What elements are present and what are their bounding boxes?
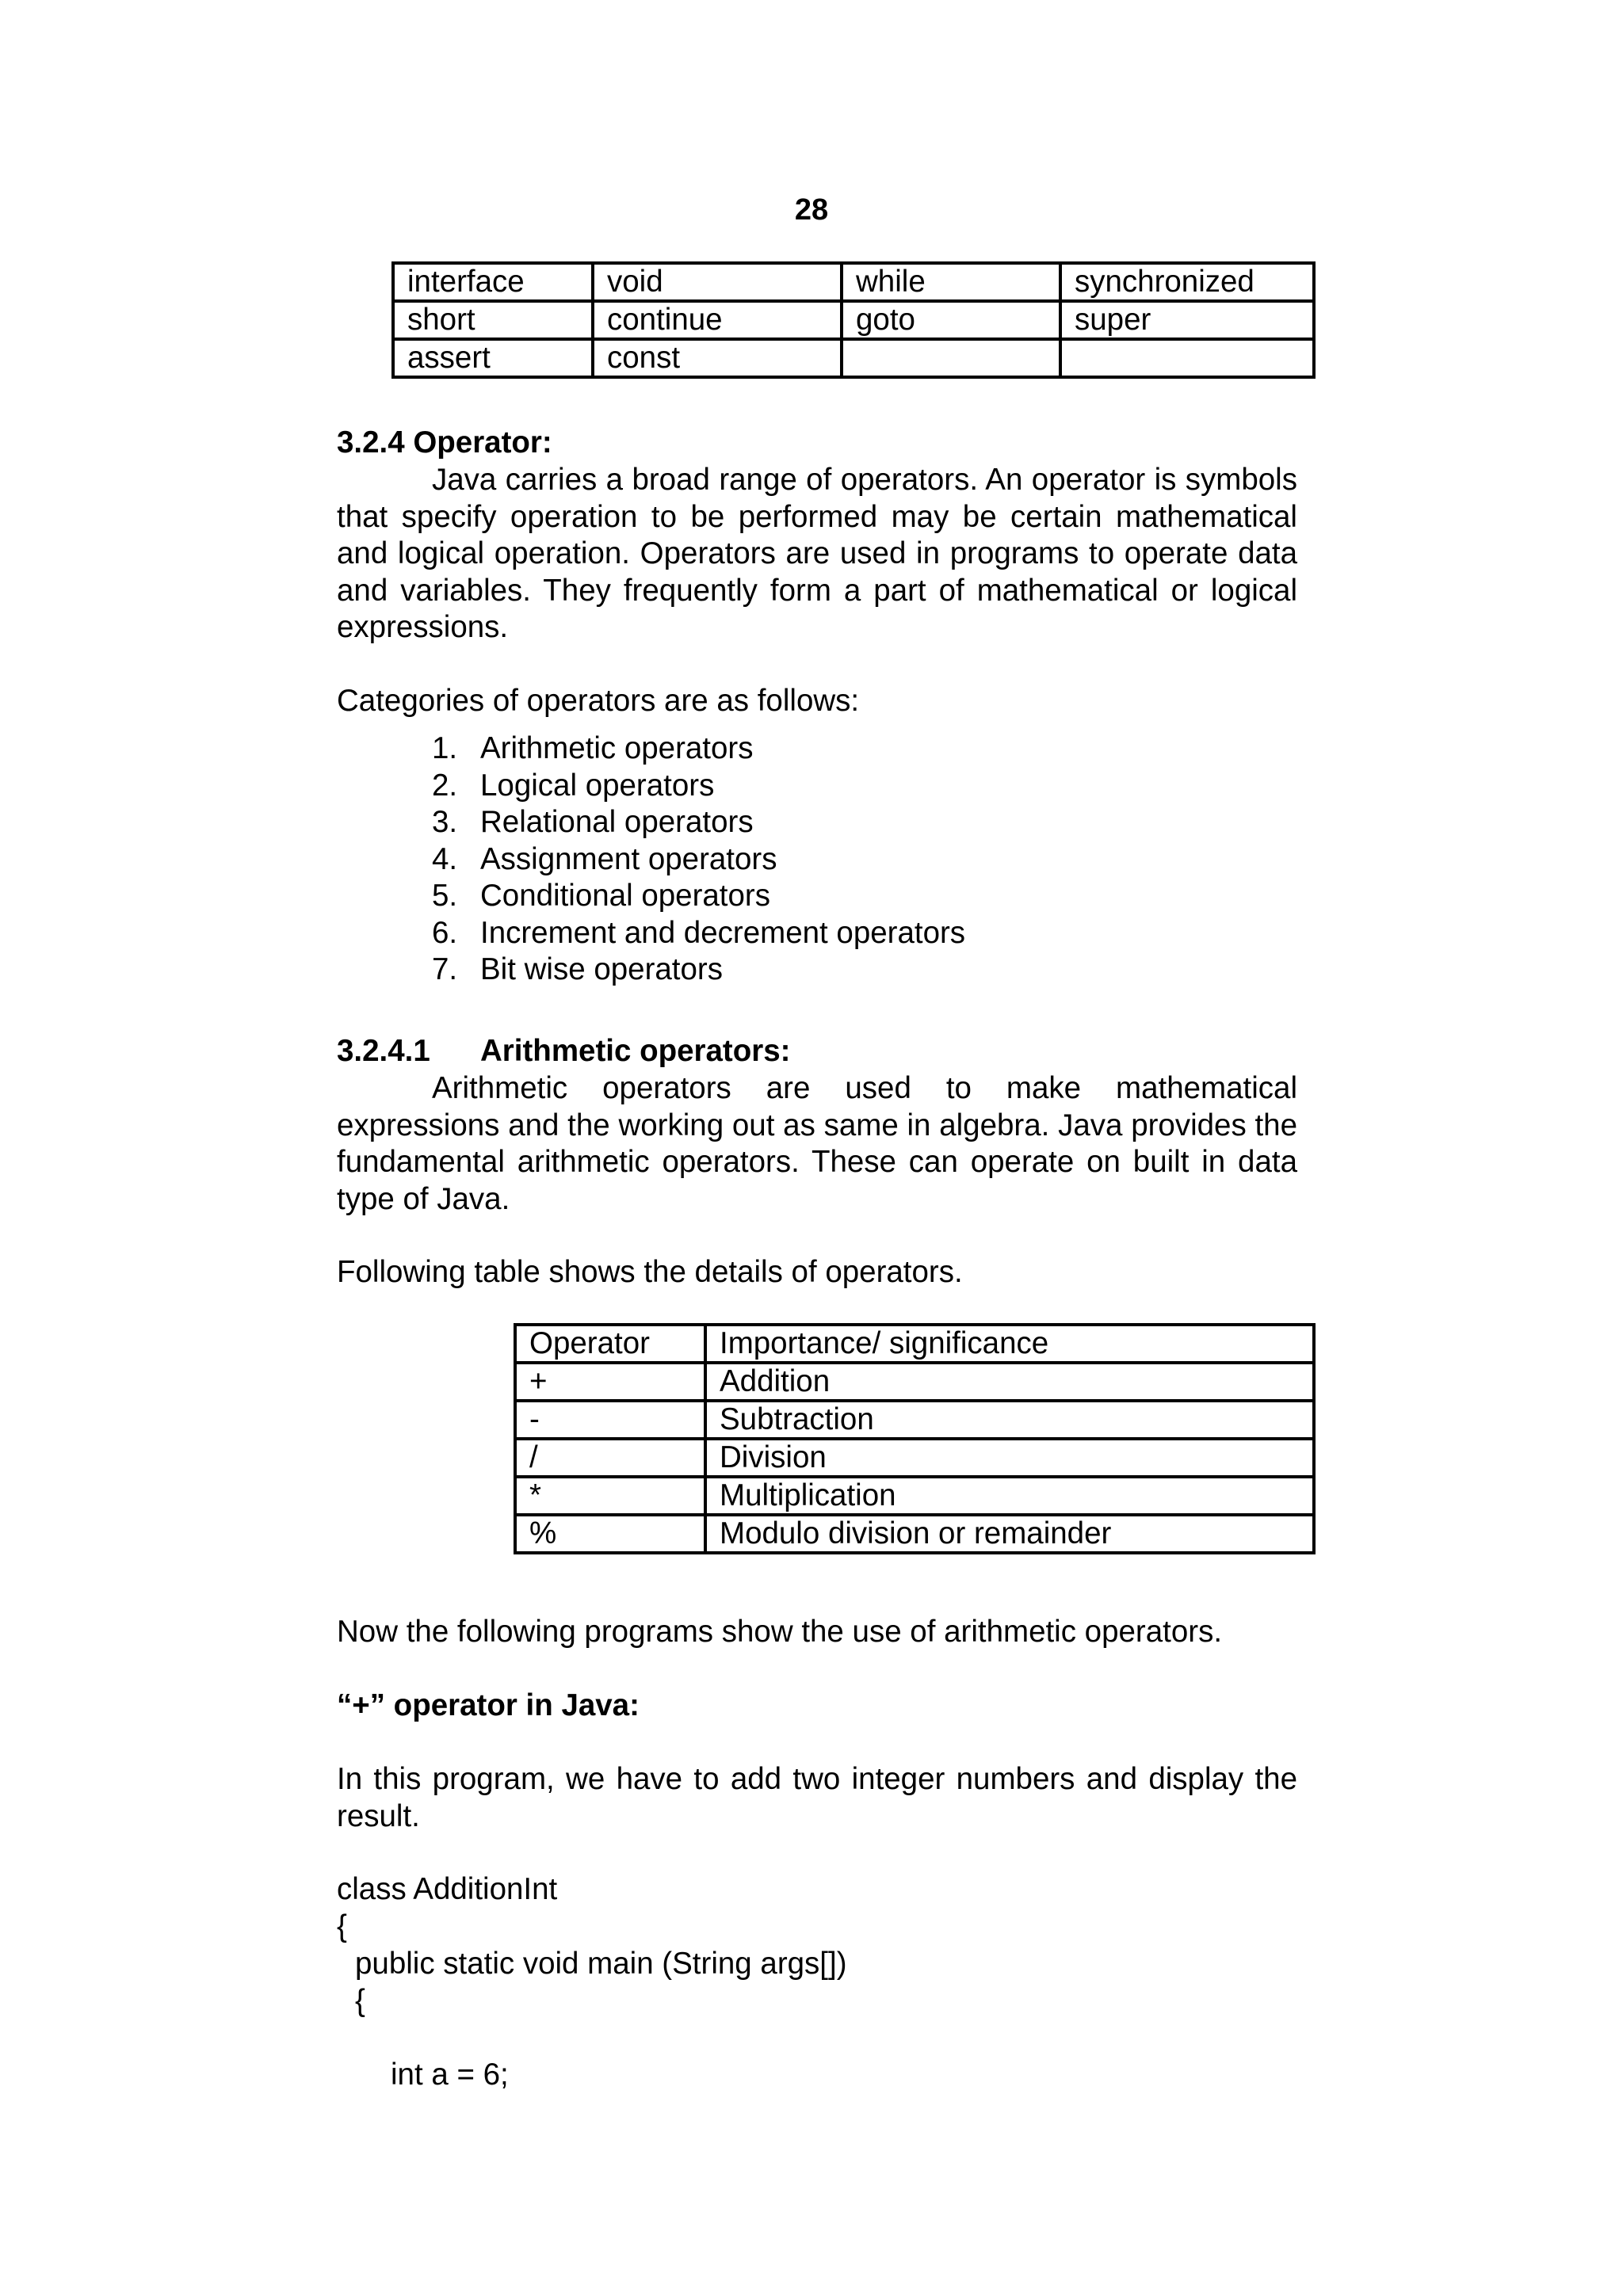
operator-table (514, 1323, 1316, 1554)
code-line: class AdditionInt (337, 1872, 558, 1906)
arithmetic-paragraph: Arithmetic operators are used to make mathematical expressions and the working out as same in algebra. Java provides the fundamental arithmetic operators. These can operate on built in data type of Java. (337, 1071, 1297, 1216)
table-header-row (515, 1325, 1314, 1363)
list-item-label: Assignment operators (480, 841, 777, 876)
table-header-cell: Importance/ significance (705, 1325, 1314, 1363)
section-heading-arithmetic (337, 1033, 1297, 1070)
table-row (515, 1515, 1314, 1553)
code-line: int a = 6; (391, 2058, 509, 2092)
list-item-label: Arithmetic operators (480, 731, 754, 765)
operator-meaning-cell: Subtraction (705, 1401, 1314, 1439)
keyword-cell: synchronized (1060, 263, 1314, 301)
operator-symbol-cell: / (515, 1439, 705, 1477)
operator-meaning-cell: Addition (705, 1363, 1314, 1401)
code-line: { (355, 1984, 365, 2018)
list-item-label: Increment and decrement operators (480, 915, 966, 950)
table-row (515, 1363, 1314, 1401)
list-item-label: Conditional operators (480, 879, 770, 913)
section-heading-operator: 3.2.4 Operator: (337, 425, 552, 460)
page-number: 28 (794, 193, 829, 227)
operator-symbol-cell: * (515, 1477, 705, 1515)
table-row (515, 1439, 1314, 1477)
plus-operator-heading: “+” operator in Java: (337, 1688, 640, 1722)
list-item-number: 1. (432, 731, 458, 765)
list-item-label: Relational operators (480, 805, 754, 839)
table-header-cell: Operator (515, 1325, 705, 1363)
operator-symbol-cell: % (515, 1515, 705, 1553)
keyword-table (391, 261, 1316, 379)
keyword-cell: continue (593, 301, 842, 339)
list-item-number: 2. (432, 768, 458, 803)
table-intro: Following table shows the details of operators. (337, 1255, 963, 1289)
keyword-cell: goto (842, 301, 1060, 339)
operator-meaning-cell: Modulo division or remainder (705, 1515, 1314, 1553)
list-item-label: Logical operators (480, 768, 715, 803)
operator-symbol-cell: - (515, 1401, 705, 1439)
list-item-number: 6. (432, 915, 458, 950)
programs-intro: Now the following programs show the use of arithmetic operators. (337, 1615, 1223, 1649)
keyword-cell: const (593, 339, 842, 377)
operator-meaning-cell: Multiplication (705, 1477, 1314, 1515)
keyword-cell: interface (393, 263, 593, 301)
code-line: public static void main (String args[]) (355, 1947, 847, 1981)
keyword-row (393, 301, 1314, 339)
plus-operator-description: In this program, we have to add two integer numbers and display the result. (337, 1762, 1297, 1833)
list-item-number: 7. (432, 952, 458, 986)
list-item-number: 5. (432, 879, 458, 913)
keyword-cell: assert (393, 339, 593, 377)
operator-paragraph: Java carries a broad range of operators. An operator is symbols that specify operation to be performed may be certain mathematical and logical operation. Operators are used in programs to operate data and variables. They frequently form a part of mathematical or logical expressions. (337, 463, 1297, 644)
keyword-cell (1060, 339, 1314, 377)
keyword-cell: short (393, 301, 593, 339)
keyword-row (393, 339, 1314, 377)
keyword-row (393, 263, 1314, 301)
list-item-label: Bit wise operators (480, 952, 723, 986)
categories-intro: Categories of operators are as follows: (337, 684, 860, 718)
section-title: Arithmetic operators: (480, 1034, 791, 1068)
table-row (515, 1401, 1314, 1439)
list-item-number: 4. (432, 841, 458, 876)
list-item-number: 3. (432, 805, 458, 839)
operator-meaning-cell: Division (705, 1439, 1314, 1477)
operator-symbol-cell: + (515, 1363, 705, 1401)
code-line: { (337, 1909, 347, 1943)
section-number: 3.2.4.1 (337, 1034, 430, 1068)
keyword-cell (842, 339, 1060, 377)
keyword-cell: void (593, 263, 842, 301)
table-row (515, 1477, 1314, 1515)
keyword-cell: while (842, 263, 1060, 301)
keyword-cell: super (1060, 301, 1314, 339)
